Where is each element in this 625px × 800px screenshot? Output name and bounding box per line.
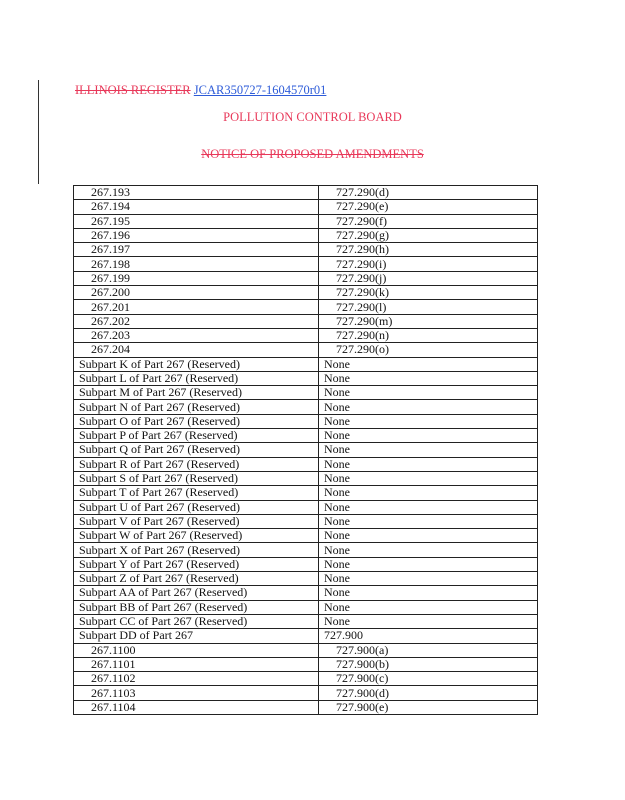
reference-cell: None <box>319 500 538 514</box>
table-row <box>74 271 538 285</box>
table-row <box>74 572 538 586</box>
table-row <box>74 414 538 428</box>
reference-cell: 727.290(f) <box>319 214 538 228</box>
table-row <box>74 243 538 257</box>
section-cell: 267.1102 <box>74 672 319 686</box>
reference-cell: None <box>319 386 538 400</box>
table-row <box>74 186 538 200</box>
section-cell: 267.204 <box>74 343 319 357</box>
reference-cell: None <box>319 429 538 443</box>
section-cell: Subpart W of Part 267 (Reserved) <box>74 529 319 543</box>
section-cell: Subpart S of Part 267 (Reserved) <box>74 471 319 485</box>
reference-cell: None <box>319 414 538 428</box>
reference-cell: None <box>319 600 538 614</box>
notice-title: NOTICE OF PROPOSED AMENDMENTS <box>201 147 424 161</box>
table-row <box>74 672 538 686</box>
table-row <box>74 643 538 657</box>
section-cell: Subpart V of Part 267 (Reserved) <box>74 514 319 528</box>
table-row <box>74 600 538 614</box>
section-cell: Subpart DD of Part 267 <box>74 629 319 643</box>
section-cell: 267.200 <box>74 286 319 300</box>
section-cell: 267.198 <box>74 257 319 271</box>
reference-cell: None <box>319 543 538 557</box>
reference-cell: None <box>319 400 538 414</box>
reference-cell: None <box>319 557 538 571</box>
section-cell: Subpart CC of Part 267 (Reserved) <box>74 614 319 628</box>
board-title: POLLUTION CONTROL BOARD <box>223 110 402 124</box>
reference-cell: 727.290(i) <box>319 257 538 271</box>
table-row <box>74 614 538 628</box>
reference-cell: 727.290(d) <box>319 186 538 200</box>
register-header <box>75 83 326 98</box>
table-row <box>74 443 538 457</box>
section-cell: 267.1100 <box>74 643 319 657</box>
reference-cell: 727.290(k) <box>319 286 538 300</box>
table-row <box>74 657 538 671</box>
reference-cell: None <box>319 443 538 457</box>
reference-cell: 727.900(a) <box>319 643 538 657</box>
section-cell: 267.199 <box>74 271 319 285</box>
section-cell: Subpart N of Part 267 (Reserved) <box>74 400 319 414</box>
table-row <box>74 429 538 443</box>
reference-cell: None <box>319 586 538 600</box>
table-row <box>74 543 538 557</box>
table-row <box>74 400 538 414</box>
table-row <box>74 586 538 600</box>
reference-cell: None <box>319 486 538 500</box>
reference-cell: 727.290(j) <box>319 271 538 285</box>
reference-cell: 727.290(h) <box>319 243 538 257</box>
table-row <box>74 314 538 328</box>
section-cell: Subpart U of Part 267 (Reserved) <box>74 500 319 514</box>
table-row <box>74 386 538 400</box>
table-row <box>74 457 538 471</box>
reference-cell: None <box>319 572 538 586</box>
table-row <box>74 357 538 371</box>
section-cell: 267.201 <box>74 300 319 314</box>
table-row <box>74 343 538 357</box>
table-row <box>74 228 538 242</box>
reference-cell: 727.900 <box>319 629 538 643</box>
table-row <box>74 500 538 514</box>
section-cell: 267.1104 <box>74 700 319 714</box>
section-cell: Subpart X of Part 267 (Reserved) <box>74 543 319 557</box>
section-cell: Subpart AA of Part 267 (Reserved) <box>74 586 319 600</box>
reference-cell: 727.900(e) <box>319 700 538 714</box>
section-cell: 267.1103 <box>74 686 319 700</box>
table-row <box>74 557 538 571</box>
reference-cell: None <box>319 357 538 371</box>
reference-cell: 727.290(g) <box>319 228 538 242</box>
reference-cell: 727.900(c) <box>319 672 538 686</box>
section-cell: 267.1101 <box>74 657 319 671</box>
reference-cell: 727.290(m) <box>319 314 538 328</box>
table-row <box>74 686 538 700</box>
reference-cell: 727.290(n) <box>319 328 538 342</box>
section-cell: Subpart T of Part 267 (Reserved) <box>74 486 319 500</box>
section-cell: Subpart Q of Part 267 (Reserved) <box>74 443 319 457</box>
reference-cell: None <box>319 371 538 385</box>
section-cell: 267.195 <box>74 214 319 228</box>
section-cell: 267.194 <box>74 200 319 214</box>
table-row <box>74 286 538 300</box>
section-cell: Subpart O of Part 267 (Reserved) <box>74 414 319 428</box>
section-cell: Subpart M of Part 267 (Reserved) <box>74 386 319 400</box>
section-cell: 267.203 <box>74 328 319 342</box>
table-row <box>74 471 538 485</box>
register-inserted-text: JCAR350727-1604570r01 <box>193 83 327 97</box>
section-cell: Subpart BB of Part 267 (Reserved) <box>74 600 319 614</box>
table-row <box>74 200 538 214</box>
table-row <box>74 371 538 385</box>
table-row <box>74 514 538 528</box>
reference-cell: 727.900(b) <box>319 657 538 671</box>
reference-cell: None <box>319 529 538 543</box>
table-body <box>74 186 538 715</box>
table-row <box>74 328 538 342</box>
table-row <box>74 700 538 714</box>
table-row <box>74 214 538 228</box>
section-cell: 267.193 <box>74 186 319 200</box>
table-row <box>74 529 538 543</box>
reference-cell: 727.900(d) <box>319 686 538 700</box>
table-row <box>74 257 538 271</box>
reference-cell: 727.290(l) <box>319 300 538 314</box>
section-cell: 267.196 <box>74 228 319 242</box>
table-row <box>74 300 538 314</box>
reference-cell: 727.290(e) <box>319 200 538 214</box>
reference-cell: None <box>319 471 538 485</box>
section-cell: 267.197 <box>74 243 319 257</box>
reference-cell: None <box>319 514 538 528</box>
reference-cell: 727.290(o) <box>319 343 538 357</box>
section-cell: Subpart L of Part 267 (Reserved) <box>74 371 319 385</box>
reference-cell: None <box>319 457 538 471</box>
section-cell: 267.202 <box>74 314 319 328</box>
register-struck-text: ILLINOIS REGISTER <box>75 83 191 97</box>
table-row <box>74 486 538 500</box>
section-cell: Subpart Y of Part 267 (Reserved) <box>74 557 319 571</box>
section-cell: Subpart Z of Part 267 (Reserved) <box>74 572 319 586</box>
change-bar <box>38 80 39 184</box>
section-cell: Subpart K of Part 267 (Reserved) <box>74 357 319 371</box>
reference-cell: None <box>319 614 538 628</box>
cross-reference-table <box>73 185 538 715</box>
section-cell: Subpart R of Part 267 (Reserved) <box>74 457 319 471</box>
section-cell: Subpart P of Part 267 (Reserved) <box>74 429 319 443</box>
table-row <box>74 629 538 643</box>
